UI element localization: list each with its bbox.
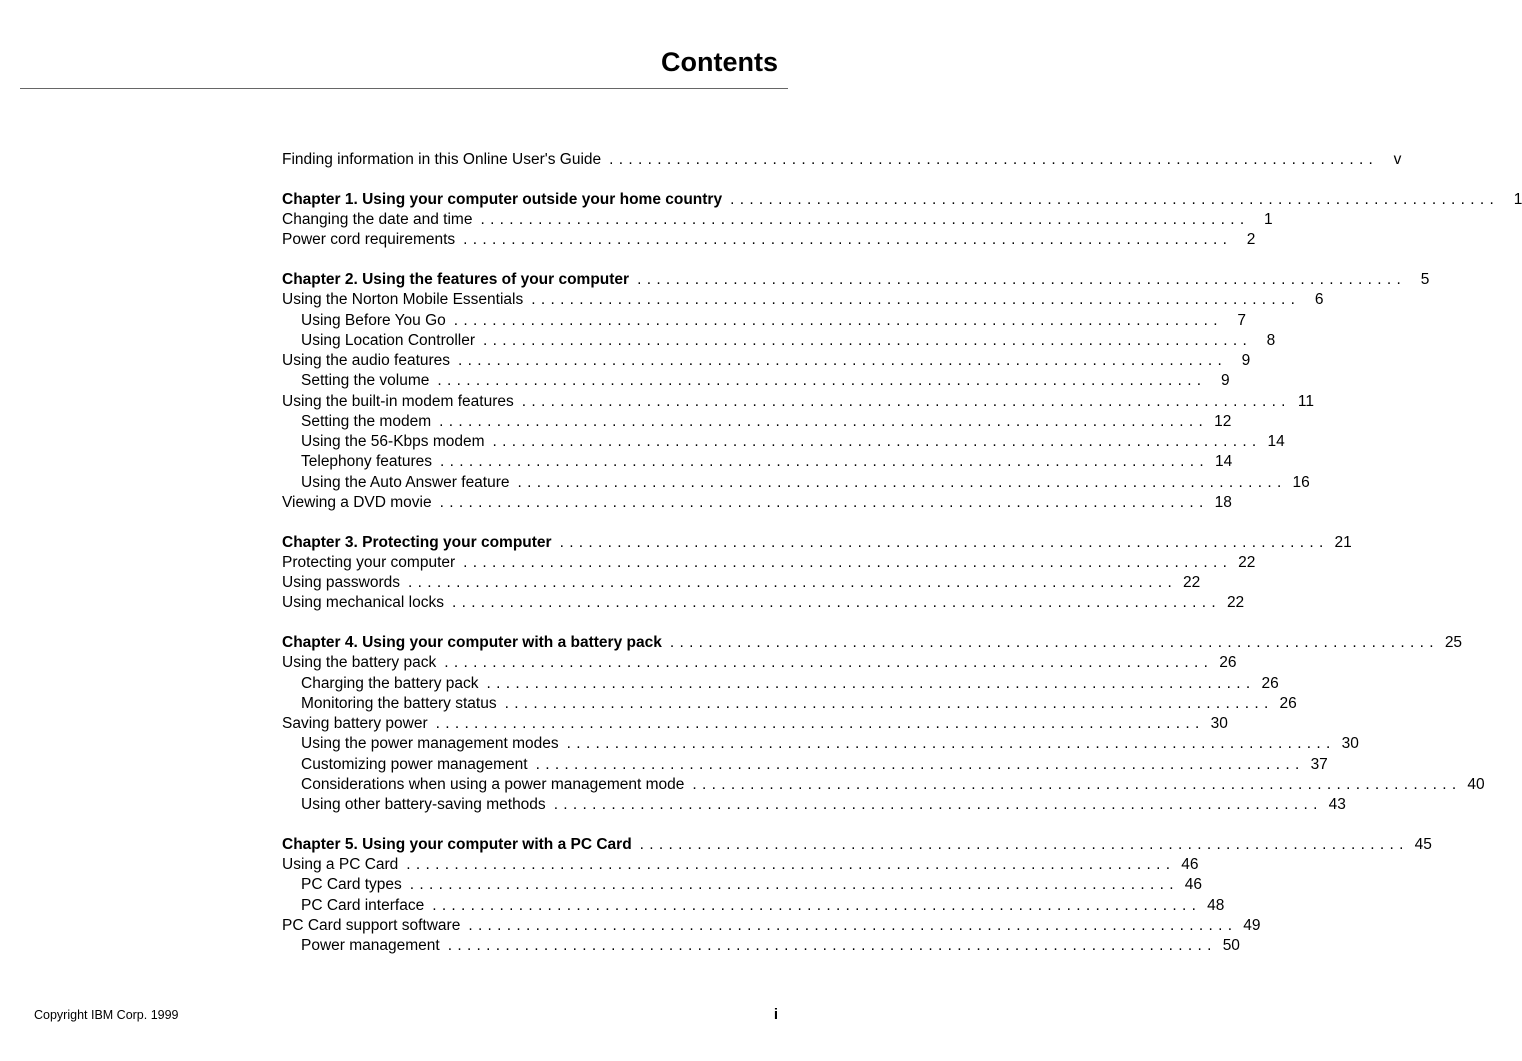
toc-entry-title: Using the 56-Kbps modem — [301, 433, 485, 450]
toc-page-number: 9 — [1220, 372, 1230, 390]
header-rule — [20, 88, 788, 89]
toc-entry-title: Finding information in this Online User's Guide — [282, 151, 602, 168]
toc-chapter-entry[interactable] — [282, 835, 1432, 855]
toc-page-number: 2 — [1246, 231, 1256, 249]
toc-entry[interactable] — [282, 432, 1285, 452]
toc-dot-leader: . . . . . . . . . . . . . . . . . . . . . . . . . . . . . . . . . . . . . . . . . . . . . . . . . . . . . . . . . . . . . . . . . . . . . . . . . . . . . . . . — [609, 151, 1374, 168]
toc-page-number: 14 — [1267, 433, 1285, 450]
toc-page-number: 25 — [1444, 634, 1463, 651]
toc-dot-leader: . . . . . . . . . . . . . . . . . . . . . . . . . . . . . . . . . . . . . . . . . . . . . . . . . . . . . . . . . . . . . . . . . . . . . . . . . . . . . . . . — [409, 876, 1175, 894]
toc-entry[interactable] — [282, 392, 1314, 412]
toc-dot-leader: . . . . . . . . . . . . . . . . . . . . . . . . . . . . . . . . . . . . . . . . . . . . . . . . . . . . . . . . . . . . . . . . . . . . . . . . . . . . . . . . — [566, 735, 1331, 753]
toc-page-number: 8 — [1266, 331, 1276, 349]
toc-entry[interactable] — [282, 653, 1237, 673]
toc-page-number: 46 — [1184, 876, 1203, 894]
toc-entry[interactable] — [282, 493, 1232, 513]
toc-entry[interactable] — [282, 331, 1276, 351]
toc-page-number: 26 — [1219, 654, 1237, 672]
toc-page-number: 26 — [1261, 674, 1279, 692]
toc-dot-leader: . . . . . . . . . . . . . . . . . . . . . . . . . . . . . . . . . . . . . . . . . . . . . . . . . . . . . . . . . . . . . . . . . . . . . . . . . . . . . . . . — [531, 291, 1296, 309]
toc-entry-title: Using mechanical locks — [282, 594, 444, 612]
toc-dot-leader: . . . . . . . . . . . . . . . . . . . . . . . . . . . . . . . . . . . . . . . . . . . . . . . . . . . . . . . . . . . . . . . . . . . . . . . . . . . . . . . . — [463, 553, 1228, 571]
toc-dot-leader: . . . . . . . . . . . . . . . . . . . . . . . . . . . . . . . . . . . . . . . . . . . . . . . . . . . . . . . . . . . . . . . . . . . . . . . . . . . . . . . . — [451, 594, 1217, 612]
toc-page-number: 1 — [1264, 211, 1273, 228]
toc-entry[interactable] — [282, 553, 1256, 573]
toc-entry[interactable] — [282, 311, 1246, 331]
toc-entry[interactable] — [282, 473, 1310, 493]
toc-entry-title: Using the battery pack — [282, 654, 437, 672]
toc-dot-leader: . . . . . . . . . . . . . . . . . . . . . . . . . . . . . . . . . . . . . . . . . . . . . . . . . . . . . . . . . . . . . . . . . . . . . . . . . . . . . . . . — [730, 190, 1495, 208]
toc-entry-title: Telephony features — [301, 453, 432, 471]
toc-entry[interactable] — [282, 371, 1230, 391]
toc-entry-title: Protecting your computer — [282, 553, 456, 571]
toc-entry[interactable] — [282, 593, 1245, 613]
footer-page-number: i — [773, 1006, 778, 1023]
toc-entry[interactable] — [282, 210, 1273, 230]
toc-dot-leader: . . . . . . . . . . . . . . . . . . . . . . . . . . . . . . . . . . . . . . . . . . . . . . . . . . . . . . . . . . . . . . . . . . . . . . . . . . . . . . . . — [517, 473, 1282, 491]
toc-entry-title: Using Location Controller — [301, 331, 476, 349]
toc-entry[interactable] — [282, 855, 1199, 875]
toc-page-number: 7 — [1237, 311, 1246, 329]
toc-entry-title: Chapter 3. Protecting your computer — [282, 533, 552, 551]
toc-entry-title: Setting the modem — [301, 412, 432, 430]
toc-dot-leader: . . . . . . . . . . . . . . . . . . . . . . . . . . . . . . . . . . . . . . . . . . . . . . . . . . . . . . . . . . . . . . . . . . . . . . . . . . . . . . . . — [444, 654, 1209, 672]
toc-page-number: 14 — [1214, 453, 1233, 471]
toc-entry[interactable] — [282, 714, 1228, 734]
toc-entry[interactable] — [282, 896, 1225, 916]
toc-entry[interactable] — [282, 230, 1256, 250]
toc-chapter-entry[interactable] — [282, 633, 1463, 653]
toc-entry[interactable] — [282, 755, 1328, 775]
toc-page-number: 37 — [1310, 755, 1328, 773]
table-of-contents — [282, 150, 1522, 956]
toc-dot-leader: . . . . . . . . . . . . . . . . . . . . . . . . . . . . . . . . . . . . . . . . . . . . . . . . . . . . . . . . . . . . . . . . . . . . . . . . . . . . . . . . — [406, 856, 1171, 873]
toc-dot-leader: . . . . . . . . . . . . . . . . . . . . . . . . . . . . . . . . . . . . . . . . . . . . . . . . . . . . . . . . . . . . . . . . . . . . . . . . . . . . . . . . — [483, 331, 1248, 349]
toc-entry[interactable] — [282, 674, 1279, 694]
toc-entry-title: Chapter 1. Using your computer outside your home country — [282, 190, 723, 208]
toc-entry-title: Chapter 4. Using your computer with a battery pack — [282, 634, 662, 651]
toc-dot-leader: . . . . . . . . . . . . . . . . . . . . . . . . . . . . . . . . . . . . . . . . . . . . . . . . . . . . . . . . . . . . . . . . . . . . . . . . . . . . . . . . — [637, 271, 1402, 288]
toc-dot-leader: . . . . . . . . . . . . . . . . . . . . . . . . . . . . . . . . . . . . . . . . . . . . . . . . . . . . . . . . . . . . . . . . . . . . . . . . . . . . . . . . — [435, 715, 1200, 732]
toc-page-number: 6 — [1314, 291, 1324, 309]
toc-dot-leader: . . . . . . . . . . . . . . . . . . . . . . . . . . . . . . . . . . . . . . . . . . . . . . . . . . . . . . . . . . . . . . . . . . . . . . . . . . . . . . . . — [492, 433, 1257, 450]
toc-entry[interactable] — [282, 734, 1359, 754]
toc-page-number: 30 — [1341, 735, 1359, 753]
toc-entry[interactable] — [282, 573, 1201, 593]
toc-dot-leader: . . . . . . . . . . . . . . . . . . . . . . . . . . . . . . . . . . . . . . . . . . . . . . . . . . . . . . . . . . . . . . . . . . . . . . . . . . . . . . . . — [521, 392, 1286, 410]
toc-entry-title: Setting the volume — [301, 372, 430, 390]
toc-entry[interactable] — [282, 795, 1346, 815]
toc-entry-title: Using a PC Card — [282, 856, 399, 873]
toc-entry[interactable] — [282, 150, 1402, 170]
toc-entry-title: Using the Auto Answer feature — [301, 473, 510, 491]
toc-entry-title: Power management — [301, 937, 440, 954]
toc-page-number: v — [1393, 151, 1402, 168]
toc-dot-leader: . . . . . . . . . . . . . . . . . . . . . . . . . . . . . . . . . . . . . . . . . . . . . . . . . . . . . . . . . . . . . . . . . . . . . . . . . . . . . . . . — [639, 835, 1404, 853]
toc-dot-leader: . . . . . . . . . . . . . . . . . . . . . . . . . . . . . . . . . . . . . . . . . . . . . . . . . . . . . . . . . . . . . . . . . . . . . . . . . . . . . . . . — [553, 796, 1318, 813]
toc-dot-leader: . . . . . . . . . . . . . . . . . . . . . . . . . . . . . . . . . . . . . . . . . . . . . . . . . . . . . . . . . . . . . . . . . . . . . . . . . . . . . . . . — [439, 453, 1205, 471]
toc-entry-title: Using the Norton Mobile Essentials — [282, 291, 524, 309]
toc-dot-leader: . . . . . . . . . . . . . . . . . . . . . . . . . . . . . . . . . . . . . . . . . . . . . . . . . . . . . . . . . . . . . . . . . . . . . . . . . . . . . . . . — [559, 533, 1324, 551]
page-title: Contents — [661, 47, 778, 77]
toc-page-number: 48 — [1207, 896, 1225, 914]
toc-entry-title: PC Card types — [301, 876, 402, 894]
toc-entry-title: Using passwords — [282, 574, 401, 591]
toc-page-number: 1 — [1513, 190, 1522, 208]
toc-entry[interactable] — [282, 452, 1233, 472]
toc-dot-leader: . . . . . . . . . . . . . . . . . . . . . . . . . . . . . . . . . . . . . . . . . . . . . . . . . . . . . . . . . . . . . . . . . . . . . . . . . . . . . . . . — [437, 372, 1202, 390]
toc-page-number: 30 — [1210, 715, 1228, 732]
toc-dot-leader: . . . . . . . . . . . . . . . . . . . . . . . . . . . . . . . . . . . . . . . . . . . . . . . . . . . . . . . . . . . . . . . . . . . . . . . . . . . . . . . . — [535, 755, 1300, 773]
toc-page-number: 45 — [1414, 835, 1432, 853]
toc-page-number: 21 — [1334, 533, 1352, 551]
toc-dot-leader: . . . . . . . . . . . . . . . . . . . . . . . . . . . . . . . . . . . . . . . . . . . . . . . . . . . . . . . . . . . . . . . . . . . . . . . . . . . . . . . . — [439, 493, 1204, 511]
toc-entry-title: Using the built-in modem features — [282, 392, 514, 410]
toc-page-number: 49 — [1243, 916, 1261, 934]
toc-dot-leader: . . . . . . . . . . . . . . . . . . . . . . . . . . . . . . . . . . . . . . . . . . . . . . . . . . . . . . . . . . . . . . . . . . . . . . . . . . . . . . . . — [453, 311, 1218, 329]
toc-entry-title: Chapter 5. Using your computer with a PC Card — [282, 835, 632, 853]
toc-entry[interactable] — [282, 775, 1485, 795]
toc-entry-title: Using Before You Go — [301, 311, 446, 329]
footer-copyright: Copyright IBM Corp. 1999 — [34, 1008, 179, 1022]
toc-page-number: 5 — [1420, 271, 1430, 288]
toc-dot-leader: . . . . . . . . . . . . . . . . . . . . . . . . . . . . . . . . . . . . . . . . . . . . . . . . . . . . . . . . . . . . . . . . . . . . . . . . . . . . . . . . — [463, 231, 1228, 249]
toc-page-number: 22 — [1226, 594, 1245, 612]
toc-entry-title: Power cord requirements — [282, 231, 456, 249]
toc-entry-title: Monitoring the battery status — [301, 694, 497, 712]
toc-chapter-entry[interactable] — [282, 533, 1352, 553]
toc-entry-title: Using the audio features — [282, 352, 451, 369]
toc-dot-leader: . . . . . . . . . . . . . . . . . . . . . . . . . . . . . . . . . . . . . . . . . . . . . . . . . . . . . . . . . . . . . . . . . . . . . . . . . . . . . . . . — [439, 412, 1204, 430]
toc-page-number: 16 — [1292, 473, 1310, 491]
toc-page-number: 11 — [1297, 392, 1314, 410]
toc-entry-title: Using other battery-saving methods — [301, 796, 546, 813]
toc-page-number: 43 — [1328, 796, 1346, 813]
toc-entry[interactable] — [282, 936, 1240, 956]
toc-entry[interactable] — [282, 875, 1203, 895]
toc-page-number: 9 — [1241, 352, 1251, 369]
toc-entry-title: PC Card interface — [301, 896, 425, 914]
toc-dot-leader: . . . . . . . . . . . . . . . . . . . . . . . . . . . . . . . . . . . . . . . . . . . . . . . . . . . . . . . . . . . . . . . . . . . . . . . . . . . . . . . . — [486, 674, 1251, 692]
toc-entry-title: Considerations when using a power management mode — [301, 775, 685, 793]
toc-page-number: 46 — [1181, 856, 1199, 873]
toc-entry[interactable] — [282, 412, 1232, 432]
toc-dot-leader: . . . . . . . . . . . . . . . . . . . . . . . . . . . . . . . . . . . . . . . . . . . . . . . . . . . . . . . . . . . . . . . . . . . . . . . . . . . . . . . . — [669, 634, 1435, 651]
toc-dot-leader: . . . . . . . . . . . . . . . . . . . . . . . . . . . . . . . . . . . . . . . . . . . . . . . . . . . . . . . . . . . . . . . . . . . . . . . . . . . . . . . . — [458, 352, 1223, 369]
toc-entry-title: PC Card support software — [282, 916, 461, 934]
toc-page-number: 26 — [1279, 694, 1297, 712]
toc-dot-leader: . . . . . . . . . . . . . . . . . . . . . . . . . . . . . . . . . . . . . . . . . . . . . . . . . . . . . . . . . . . . . . . . . . . . . . . . . . . . . . . . — [468, 916, 1233, 934]
toc-entry-title: Saving battery power — [282, 715, 428, 732]
toc-entry[interactable] — [282, 351, 1251, 371]
toc-entry-title: Changing the date and time — [282, 211, 473, 228]
toc-entry-title: Customizing power management — [301, 755, 528, 773]
toc-dot-leader: . . . . . . . . . . . . . . . . . . . . . . . . . . . . . . . . . . . . . . . . . . . . . . . . . . . . . . . . . . . . . . . . . . . . . . . . . . . . . . . . — [480, 211, 1245, 228]
toc-chapter-entry[interactable] — [282, 190, 1522, 210]
toc-entry[interactable] — [282, 916, 1261, 936]
toc-entry-title: Using the power management modes — [301, 735, 559, 753]
toc-dot-leader: . . . . . . . . . . . . . . . . . . . . . . . . . . . . . . . . . . . . . . . . . . . . . . . . . . . . . . . . . . . . . . . . . . . . . . . . . . . . . . . . — [432, 896, 1197, 914]
toc-entry-title: Viewing a DVD movie — [282, 493, 432, 511]
toc-page-number: 18 — [1214, 493, 1232, 511]
toc-entry-title: Chapter 2. Using the features of your computer — [282, 271, 630, 288]
toc-dot-leader: . . . . . . . . . . . . . . . . . . . . . . . . . . . . . . . . . . . . . . . . . . . . . . . . . . . . . . . . . . . . . . . . . . . . . . . . . . . . . . . . — [447, 937, 1212, 954]
toc-dot-leader: . . . . . . . . . . . . . . . . . . . . . . . . . . . . . . . . . . . . . . . . . . . . . . . . . . . . . . . . . . . . . . . . . . . . . . . . . . . . . . . . — [408, 574, 1173, 591]
toc-dot-leader: . . . . . . . . . . . . . . . . . . . . . . . . . . . . . . . . . . . . . . . . . . . . . . . . . . . . . . . . . . . . . . . . . . . . . . . . . . . . . . . . — [504, 694, 1269, 712]
toc-entry-title: Charging the battery pack — [301, 674, 479, 692]
toc-entry[interactable] — [282, 290, 1324, 310]
toc-page-number: 40 — [1467, 775, 1485, 793]
toc-page-number: 12 — [1214, 412, 1232, 430]
toc-page-number: 50 — [1222, 937, 1240, 954]
toc-entry[interactable] — [282, 694, 1297, 714]
toc-dot-leader: . . . . . . . . . . . . . . . . . . . . . . . . . . . . . . . . . . . . . . . . . . . . . . . . . . . . . . . . . . . . . . . . . . . . . . . . . . . . . . . . — [692, 775, 1457, 793]
toc-chapter-entry[interactable] — [282, 270, 1430, 290]
toc-page-number: 22 — [1183, 574, 1201, 591]
toc-page-number: 22 — [1238, 553, 1256, 571]
